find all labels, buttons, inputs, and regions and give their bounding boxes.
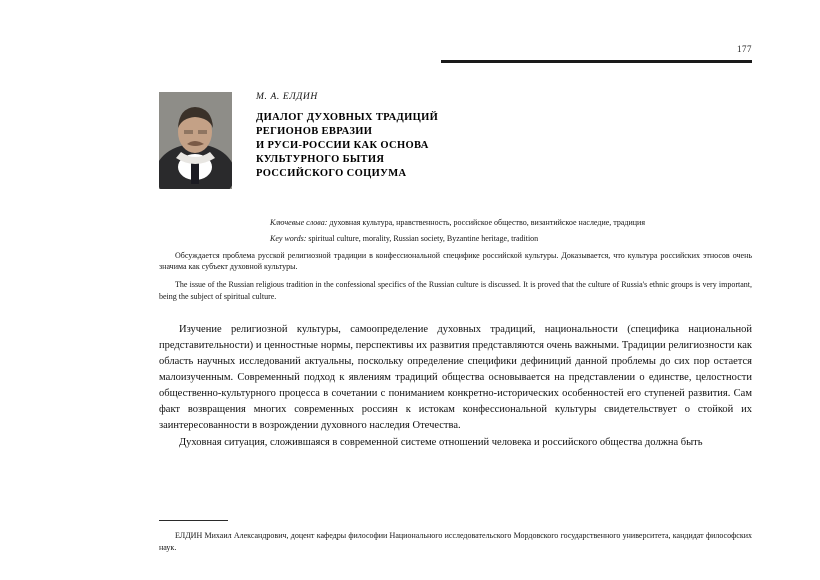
title-line-4: КУЛЬТУРНОГО БЫТИЯ: [256, 153, 385, 165]
keywords-ru-label: Ключевые слова:: [270, 218, 328, 227]
abstract-ru: Обсуждается проблема русской религиозной традиции в конфессиональной специфике российской культуры. Доказывается, что культура российских этносов очень значима как субъект духовной культуры.: [159, 250, 752, 272]
article-header: [159, 92, 752, 204]
footnote-separator: [159, 520, 228, 521]
keywords-en-label: Key words:: [270, 234, 307, 244]
portrait-photo-icon: [159, 92, 232, 189]
title-column: [256, 92, 752, 181]
footnote-text: ЕЛДИН Михаил Александрович, доцент кафедры философии Национального исследовательского Мордовского государственного университета, кандидат философских наук.: [159, 531, 752, 552]
keywords-ru: [256, 217, 752, 228]
title-line-5: РОССИЙСКОГО СОЦИУМА: [256, 167, 407, 179]
header-rule: [441, 60, 752, 63]
keywords-block: [256, 217, 752, 245]
title-line-2: РЕГИОНОВ ЕВРАЗИИ: [256, 125, 373, 137]
body-paragraph-2: Духовная ситуация, сложившаяся в современной системе отношений человека и российского общества должна быть: [179, 436, 703, 448]
author-name: М. А. ЕЛДИН: [256, 92, 318, 102]
title-line-3: И РУСИ-РОССИИ КАК ОСНОВА: [256, 139, 429, 151]
author-portrait: [159, 92, 232, 189]
keywords-ru-text: духовная культура, нравственность, российское общество, византийское наследие, традиция: [327, 218, 646, 227]
page-number: 177: [737, 44, 752, 54]
abstract-en: The issue of the Russian religious tradition in the confessional specifics of the Russian culture is discussed. It is proved that the culture of Russia's ethnic groups is very important, being the subject of spiritual culture.: [159, 279, 752, 301]
keywords-en-text: spiritual culture, morality, Russian society, Byzantine heritage, tradition: [306, 234, 539, 244]
body-paragraph-1: Изучение религиозной культуры, самоопределение духовных традиций, национальности (специфика национальной представительности) и ценностные нормы, перспективы их развития представляются очень важными. Традиции религиозности как область научных исследований актуальны, поскольку определение специфики дефиниций данной проблемы до сих пор остается малоизученным. Современный подход к явлениям традиций общества основывается на представлении о единстве, целостности общественно-культурного процесса в сочетании с пониманием конкретно-исторических особенностей его ступеней развития. Сам факт возвращения многих современных россиян к истокам конфессиональной культуры свидетельствует о стойкой их заинтересованности в возрождении духовного наследия Отечества.: [159, 324, 752, 431]
abstract-block: [159, 250, 752, 302]
article-title: [256, 111, 752, 181]
article-body: [159, 322, 752, 451]
footnote-block: [159, 530, 752, 554]
keywords-en: [256, 233, 752, 244]
article-content: [159, 92, 752, 451]
title-line-1: ДИАЛОГ ДУХОВНЫХ ТРАДИЦИЙ: [256, 112, 439, 123]
